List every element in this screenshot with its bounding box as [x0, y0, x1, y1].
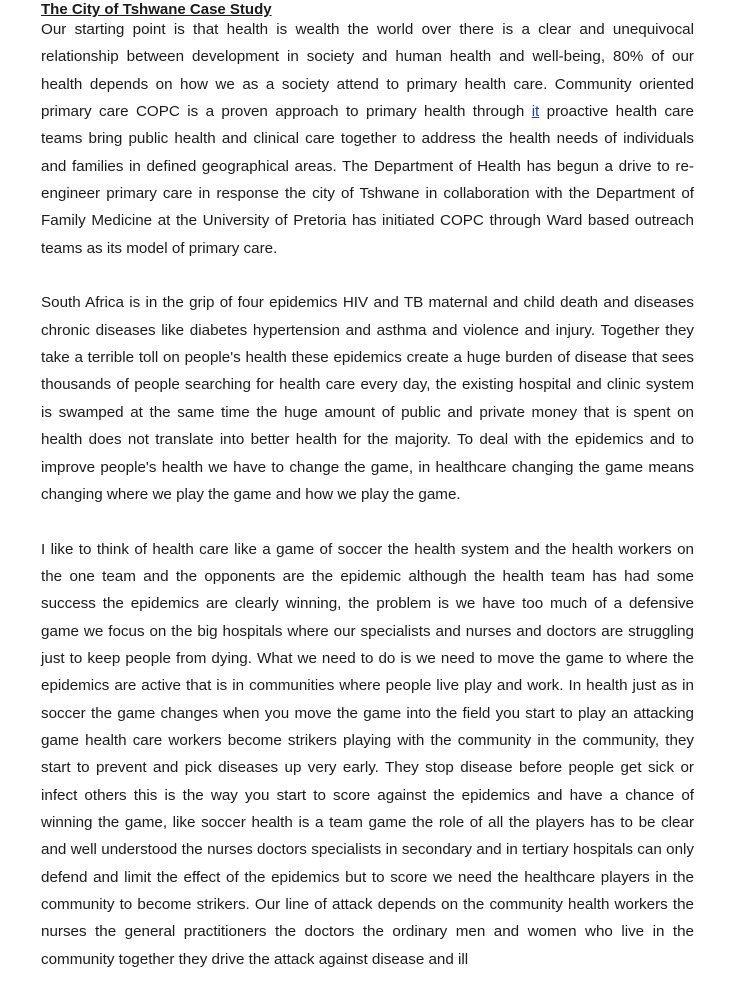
- flagged-word[interactable]: it: [531, 103, 540, 121]
- paragraph-soccer-analogy: I like to think of health care like a game of soccer the health system and the health workers on the one team and the opponents are the epidemic although the health team has had some success the epidemics are clearly winning, the problem is we have too much of a defensive game we focus on the big hospitals where our specialists and nurses and doctors are struggling just to keep people from dying. What we need to do is we need to move the game to where the epidemics are active that is in communities where people live play and work. In health just as in soccer the game changes when you move the game into the field you start to play an attacking game health care workers become strikers playing with the community in the community, they start to prevent and pick diseases up very early. They stop disease before people get sick or infect others this is the way you start to score against the epidemics and have a chance of winning the game, like soccer health is a team game the role of all the players has to be clear and well understood the nurses doctors specialists in secondary and in tertiary hospitals can only defend and limit the effect of the epidemics but to score we need the healthcare players in the community to become strikers. Our line of attack depends on the community health workers the nurses the general practitioners the doctors the ordinary men and women who live in the community together they drive the attack against disease and ill: [41, 540, 694, 968]
- paragraph-copc-intro: [41, 16, 694, 262]
- paragraph-text: Our starting point is that health is wealth the world over there is a clear and unequivocal relationship between development in society and human health and well-being, 80% of our health depends on how we as a society attend to primary health care. Community oriented primary care COPC is a proven approach to primary health through: [41, 21, 694, 121]
- paragraph-epidemics: South Africa is in the grip of four epidemics HIV and TB maternal and child death and diseases chronic diseases like diabetes hypertension and asthma and violence and injury. Together they take a terrible toll on people's health these epidemics create a huge burden of disease that sees thousands of people searching for health care every day, the existing hospital and clinic system is swamped at the same time the huge amount of public and private money that is spent on health does not translate into better health for the majority. To deal with the epidemics and to improve people's health we have to change the game, in healthcare changing the game means changing where we play the game and how we play the game.: [41, 294, 694, 503]
- document-title: The City of Tshwane Case Study: [41, 1, 272, 18]
- document-page: [41, 0, 694, 973]
- paragraph-text: proactive health care teams bring public health and clinical care together to address the health needs of individuals and families in defined geographical areas. The Department of Health has begun a drive to re-engineer primary care in response the city of Tshwane in collaboration with the Department of Family Medicine at the University of Pretoria has initiated COPC through Ward based outreach teams as its model of primary care.: [41, 103, 694, 257]
